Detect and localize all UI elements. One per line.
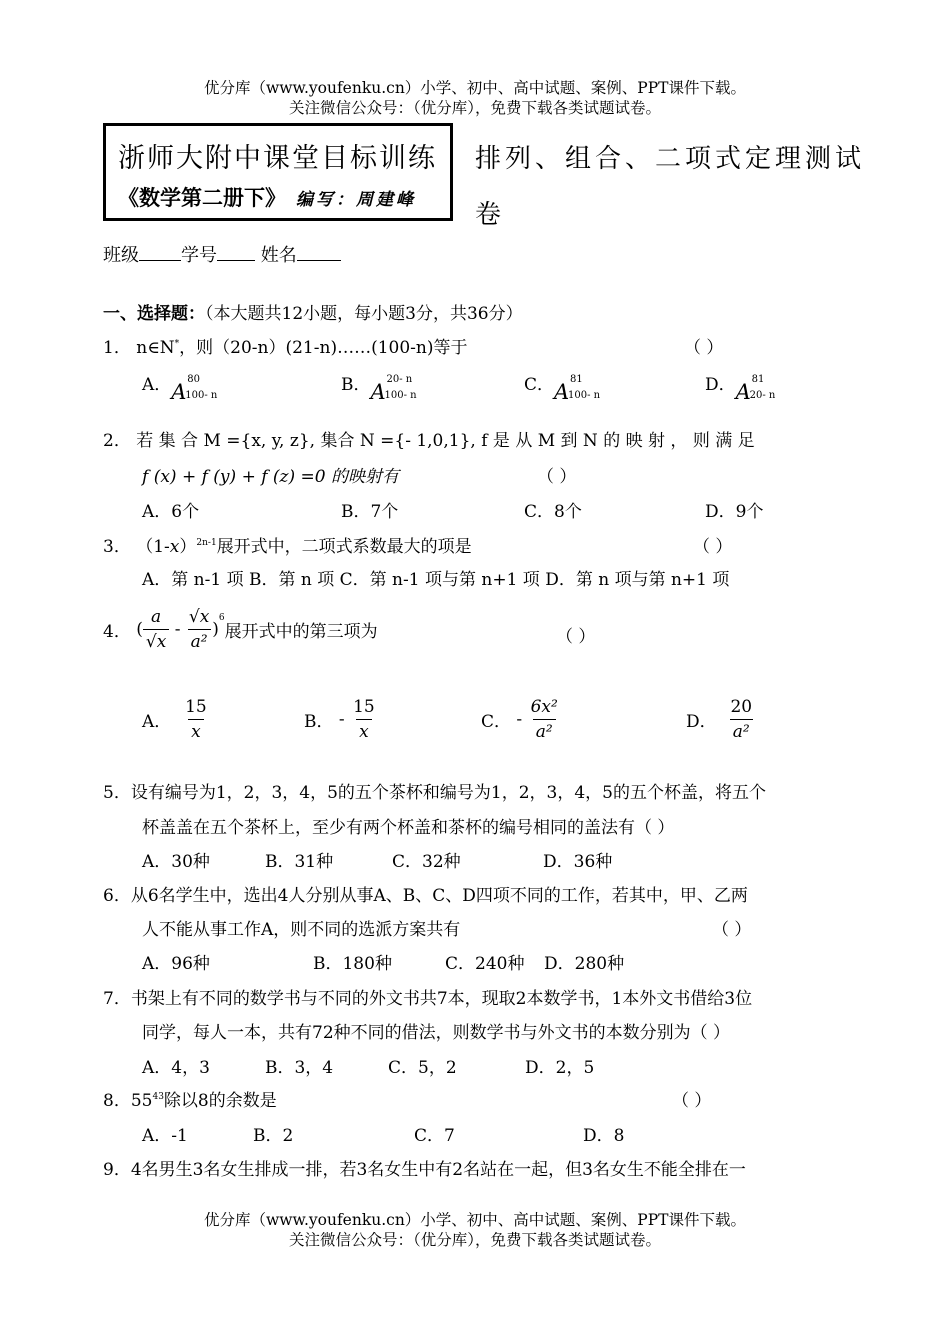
q4-open-paren: ( (136, 619, 143, 640)
q4-option-b[interactable] (304, 697, 378, 742)
q5-line-1: 设有编号为1，2，3，4，5的五个茶杯和编号为1，2，3，4，5的五个杯盖，将五个 (130, 783, 766, 803)
option-label: D． (705, 375, 736, 395)
q4-stem: 展开式中的第三项为 (224, 622, 378, 642)
bottom-banner (0, 1210, 950, 1250)
top-banner (0, 78, 950, 118)
q7-option-b[interactable]: B．3，4 (265, 1058, 334, 1078)
option-sign: - (338, 709, 345, 730)
id-blank[interactable] (217, 246, 255, 261)
box-subtitle (118, 182, 416, 212)
q1-answer-paren[interactable]: （ ） (684, 338, 724, 358)
q1-option-a[interactable] (142, 370, 241, 404)
name-blank[interactable] (297, 246, 341, 261)
q7-line-2: 同学，每人一本，共有72种不同的借法，则数学书与外文书的本数分别为（ ） (142, 1023, 731, 1043)
option-label: C． (481, 712, 512, 732)
q1-option-d[interactable] (705, 370, 806, 404)
q2-option-c[interactable]: C．8个 (524, 502, 582, 522)
perm-base: A (554, 380, 570, 404)
q3-close: ） (179, 537, 197, 557)
question-9 (103, 1155, 746, 1180)
q1-N: N (159, 338, 175, 358)
q4-minus: - (174, 619, 181, 640)
class-label: 班级 (103, 245, 139, 266)
perm-base: A (171, 380, 187, 404)
perm-upper: 20- n (386, 374, 413, 385)
editor-name: 编写：周建峰 (296, 190, 416, 210)
q4-fraction-1 (143, 607, 169, 652)
q8-answer-paren[interactable]: （ ） (672, 1091, 712, 1111)
q2-answer-paren[interactable]: （ ） (537, 467, 577, 487)
q1-star: * (174, 339, 180, 349)
q1-stem: ，则（20-n）(21-n)……(100-n)等于 (179, 338, 468, 358)
option-label: A． (142, 712, 172, 732)
frac-num: 20 (730, 697, 753, 717)
q4-fraction-2 (186, 607, 212, 652)
student-info (103, 241, 341, 267)
q6-line-2: 人不能从事工作A，则不同的选派方案共有 (142, 920, 461, 940)
title-box (103, 123, 453, 221)
frac-num: 6x² (530, 697, 558, 717)
perm-lower: 20- n (749, 390, 776, 401)
option-fraction (727, 697, 755, 742)
q3-stem: 展开式中，二项式系数最大的项是 (216, 537, 472, 557)
section-heading (103, 299, 523, 324)
book-name: 《数学第二册下》 (118, 186, 286, 210)
question-8 (103, 1086, 277, 1111)
q6-line-1: 从6名学生中，选出4人分别从事A、B、C、D四项不同的工作，若其中，甲、乙两 (130, 886, 748, 906)
q4-number: 4． (103, 622, 131, 642)
q4-answer-paren[interactable]: （ ） (556, 627, 596, 647)
q2-line-2-row (142, 462, 399, 487)
perm-symbol (371, 374, 441, 404)
q2-line-1: 若 集 合 M ={x, y, z}, 集合 N ={- 1,0,1}, f 是 从 M 到 N 的 映 射 ， 则 满 足 (136, 431, 755, 451)
option-label: D． (686, 712, 717, 732)
perm-upper: 80 (187, 374, 201, 385)
q2-option-b[interactable]: B．7个 (341, 502, 399, 522)
q1-option-b[interactable] (341, 370, 441, 404)
q8-number: 8． (103, 1091, 131, 1111)
frac-den: a² (188, 629, 211, 652)
frac-den: x (356, 719, 372, 742)
q1-number: 1． (103, 338, 131, 358)
option-fraction (182, 697, 210, 742)
q8-option-b[interactable]: B．2 (253, 1126, 294, 1146)
banner-line-2: 关注微信公众号：（优分库），免费下载各类试题试卷。 (288, 1231, 661, 1249)
id-label: 学号 (181, 245, 217, 266)
frac-num: 15 (185, 697, 207, 717)
option-fraction (350, 697, 378, 742)
q6-option-d[interactable]: D．280种 (544, 954, 625, 974)
q2-option-a[interactable]: A．6个 (142, 502, 200, 522)
banner-line-1: 优分库（www.youfenku.cn）小学、初中、高中试题、案例、PPT课件下载。 (203, 1211, 747, 1229)
q7-option-d[interactable]: D．2，5 (525, 1058, 595, 1078)
question-2 (103, 426, 755, 451)
perm-base: A (370, 380, 386, 404)
q1-in-symbol: ∈ (147, 338, 160, 358)
q9-number: 9． (103, 1160, 131, 1180)
q1-n: n (136, 338, 148, 358)
q5-number: 5． (103, 783, 131, 803)
perm-lower: 100- n (384, 390, 417, 401)
q8-option-a[interactable]: A．-1 (142, 1126, 188, 1146)
q3-options[interactable]: A．第 n-1 项 B．第 n 项 C．第 n-1 项与第 n+1 项 D．第 n 项与第 n+1 项 (142, 570, 730, 590)
q3-open: （1- (136, 537, 170, 557)
q4-exponent: 6 (218, 613, 225, 623)
q5-line-2: 杯盖盖在五个茶杯上，至少有两个杯盖和茶杯的编号相同的盖法有（ ） (142, 818, 675, 838)
question-6 (103, 881, 748, 906)
option-label: B． (304, 712, 334, 732)
q3-exponent: 2n-1 (196, 538, 217, 548)
frac-den: x (188, 719, 204, 742)
q8-stem: 除以8的余数是 (163, 1091, 277, 1111)
perm-upper: 81 (570, 374, 583, 385)
q5-option-c[interactable]: C．32种 (392, 852, 461, 872)
frac-den: a² (533, 719, 556, 742)
section-note: （本大题共12小题，每小题3分，共36分） (205, 304, 523, 324)
option-sign: - (516, 709, 523, 730)
question-7 (103, 984, 752, 1009)
perm-symbol (554, 374, 624, 404)
question-4 (103, 607, 378, 652)
q7-option-a[interactable]: A．4，3 (142, 1058, 210, 1078)
option-label: B． (341, 375, 371, 395)
q4-close-paren: ) (212, 619, 219, 640)
frac-den: √x (143, 629, 169, 652)
frac-num: √x (188, 607, 210, 627)
q8-option-c[interactable]: C．7 (414, 1126, 455, 1146)
perm-upper: 81 (751, 374, 765, 385)
box-title: 浙师大附中课堂目标训练 (118, 143, 437, 174)
option-label: C． (524, 375, 555, 395)
name-label: 姓名 (260, 245, 297, 266)
q5-option-d[interactable]: D．36种 (543, 852, 613, 872)
q1-option-c[interactable] (524, 370, 624, 404)
banner-line-1: 优分库（www.youfenku.cn）小学、初中、高中试题、案例、PPT课件下载。 (203, 79, 747, 97)
q5-option-a[interactable]: A．30种 (142, 852, 210, 872)
q6-number: 6． (103, 886, 131, 906)
question-5 (103, 778, 766, 803)
banner-line-2: 关注微信公众号：（优分库），免费下载各类试题试卷。 (288, 99, 661, 117)
exam-title-line-2: 卷 (475, 200, 506, 230)
option-fraction (528, 697, 561, 742)
class-blank[interactable] (139, 246, 181, 261)
q9-line-1: 4名男生3名女生排成一排，若3名女生中有2名站在一起，但3名女生不能全排在一 (130, 1160, 746, 1180)
q2-line-2: f (x) + f (y) + f (z) =0 的映射有 (142, 467, 400, 487)
perm-lower: 100- n (185, 390, 218, 401)
perm-lower: 100- n (568, 390, 601, 401)
q2-option-d[interactable]: D．9个 (705, 502, 764, 522)
q6-answer-paren[interactable]: （ ） (712, 920, 752, 940)
frac-den: a² (730, 719, 753, 742)
q7-option-c[interactable]: C．5，2 (388, 1058, 457, 1078)
frac-num: 15 (353, 697, 375, 717)
q3-answer-paren[interactable]: （ ） (693, 537, 733, 557)
q8-base: 55 (130, 1091, 153, 1111)
option-label: A． (142, 375, 172, 395)
section-title: 一、选择题： (103, 304, 205, 324)
perm-base: A (735, 380, 751, 404)
q4-option-d[interactable] (686, 697, 755, 742)
perm-symbol (736, 374, 806, 404)
q4-option-c[interactable] (481, 697, 561, 742)
question-1 (103, 333, 467, 358)
q8-option-d[interactable]: D．8 (583, 1126, 625, 1146)
q8-exponent: 43 (152, 1092, 164, 1102)
q5-option-b[interactable]: B．31种 (265, 852, 334, 872)
q2-number: 2． (103, 431, 131, 451)
perm-symbol (171, 374, 241, 404)
question-3 (103, 532, 472, 557)
frac-num: a (151, 607, 162, 627)
q6-option-a[interactable]: A．96种 (142, 954, 210, 974)
q4-option-a[interactable] (142, 697, 210, 742)
q7-line-1: 书架上有不同的数学书与不同的外文书共7本，现取2本数学书，1本外文书借给3位 (130, 989, 753, 1009)
q6-option-c[interactable]: C．240种 (445, 954, 525, 974)
q7-number: 7． (103, 989, 131, 1009)
q3-number: 3． (103, 537, 131, 557)
q3-x: x (169, 537, 180, 557)
q6-option-b[interactable]: B．180种 (313, 954, 392, 974)
exam-title-line-1: 排列、组合、二项式定理测试 (475, 144, 866, 174)
